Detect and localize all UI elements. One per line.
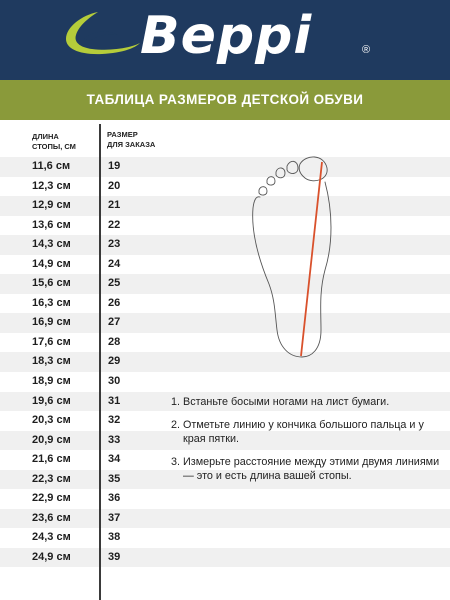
foot-length-cell: 21,6 см — [32, 453, 71, 466]
order-size-cell: 33 — [108, 433, 121, 446]
order-size-cell: 20 — [108, 179, 121, 192]
table-row — [0, 216, 450, 236]
foot-length-cell: 14,3 см — [32, 238, 71, 251]
foot-length-cell: 18,9 см — [32, 375, 71, 388]
foot-length-header-line-2: СТОПЫ, СМ — [32, 142, 76, 151]
table-row — [0, 196, 450, 216]
order-size-header-line-2: ДЛЯ ЗАКАЗА — [107, 140, 156, 149]
instruction-step — [171, 418, 441, 447]
order-size-cell: 26 — [108, 296, 121, 309]
foot-length-cell: 24,3 см — [32, 531, 71, 544]
foot-length-cell: 23,6 см — [32, 511, 71, 524]
order-size-cell: 34 — [108, 453, 121, 466]
registered-mark: ® — [362, 44, 371, 56]
order-size-cell: 30 — [108, 375, 121, 388]
step-number: 1. — [171, 396, 181, 408]
table-row — [0, 177, 450, 197]
foot-length-cell: 17,6 см — [32, 335, 71, 348]
order-size-cell: 21 — [108, 199, 121, 212]
column-divider — [99, 124, 101, 600]
order-size-cell: 19 — [108, 160, 121, 172]
foot-length-cell: 15,6 см — [32, 277, 71, 290]
foot-length-cell: 24,9 см — [32, 550, 71, 563]
header — [0, 0, 450, 80]
foot-length-cell: 12,3 см — [32, 179, 71, 192]
step-number: 3. — [171, 455, 181, 468]
step-text: Измерьте расстояние между этими двумя линиями — это и есть длина вашей стопы. — [183, 455, 440, 482]
order-size-cell: 36 — [108, 492, 121, 505]
table-row — [0, 157, 450, 177]
order-size-cell: 35 — [108, 472, 121, 485]
foot-length-cell: 19,6 см — [32, 394, 71, 407]
order-size-header-line-1: РАЗМЕР — [107, 130, 138, 139]
swoosh-logo-icon — [62, 9, 142, 59]
instructions — [171, 395, 441, 492]
foot-length-cell: 20,9 см — [32, 433, 71, 446]
table-row — [0, 567, 450, 587]
order-size-cell: 38 — [108, 531, 121, 544]
order-size-header — [107, 130, 155, 150]
table-row — [0, 294, 450, 314]
table-row — [0, 489, 450, 509]
order-size-cell: 32 — [108, 414, 121, 427]
foot-length-cell: 18,3 см — [32, 355, 71, 368]
page-title: ТАБЛИЦА РАЗМЕРОВ ДЕТСКОЙ ОБУВИ — [86, 92, 364, 107]
foot-length-cell: 13,6 см — [32, 218, 71, 231]
foot-length-cell: 22,3 см — [32, 472, 71, 485]
table-row — [0, 235, 450, 255]
foot-length-cell: 16,9 см — [32, 316, 71, 329]
table-row — [0, 548, 450, 568]
foot-length-cell: 12,9 см — [32, 199, 71, 212]
measure-line — [301, 162, 322, 356]
table-row — [0, 313, 450, 333]
order-size-cell: 25 — [108, 277, 121, 290]
instruction-step — [171, 395, 441, 410]
order-size-cell: 23 — [108, 238, 121, 251]
order-size-cell: 39 — [108, 550, 121, 563]
foot-length-cell: 22,9 см — [32, 492, 71, 505]
title-banner — [0, 80, 450, 120]
foot-length-header-line-1: ДЛИНА — [32, 132, 59, 141]
foot-length-cell: 20,3 см — [32, 414, 71, 427]
foot-length-cell: 14,9 см — [32, 257, 71, 270]
table-row — [0, 274, 450, 294]
order-size-cell: 37 — [108, 511, 121, 524]
order-size-cell: 24 — [108, 257, 121, 270]
order-size-cell: 29 — [108, 355, 121, 368]
table-row — [0, 352, 450, 372]
instruction-step — [171, 455, 441, 484]
foot-length-header — [32, 132, 76, 152]
step-number: 2. — [171, 418, 181, 431]
order-size-cell: 28 — [108, 335, 121, 348]
table-row — [0, 333, 450, 353]
brand-logo-text: Beppi — [140, 6, 313, 66]
step-text: Встаньте босыми ногами на лист бумаги. — [183, 396, 390, 408]
order-size-cell: 27 — [108, 316, 121, 329]
step-text: Отметьте линию у кончика большого пальца и у края пятки. — [183, 418, 424, 445]
order-size-cell: 31 — [108, 394, 121, 407]
foot-length-cell: 11,6 см — [32, 160, 71, 172]
table-row — [0, 255, 450, 275]
order-size-cell: 22 — [108, 218, 121, 231]
foot-length-cell: 16,3 см — [32, 296, 71, 309]
table-row — [0, 372, 450, 392]
table-row — [0, 528, 450, 548]
foot-outline-icon — [245, 152, 340, 362]
table-row — [0, 509, 450, 529]
size-table — [0, 157, 450, 587]
